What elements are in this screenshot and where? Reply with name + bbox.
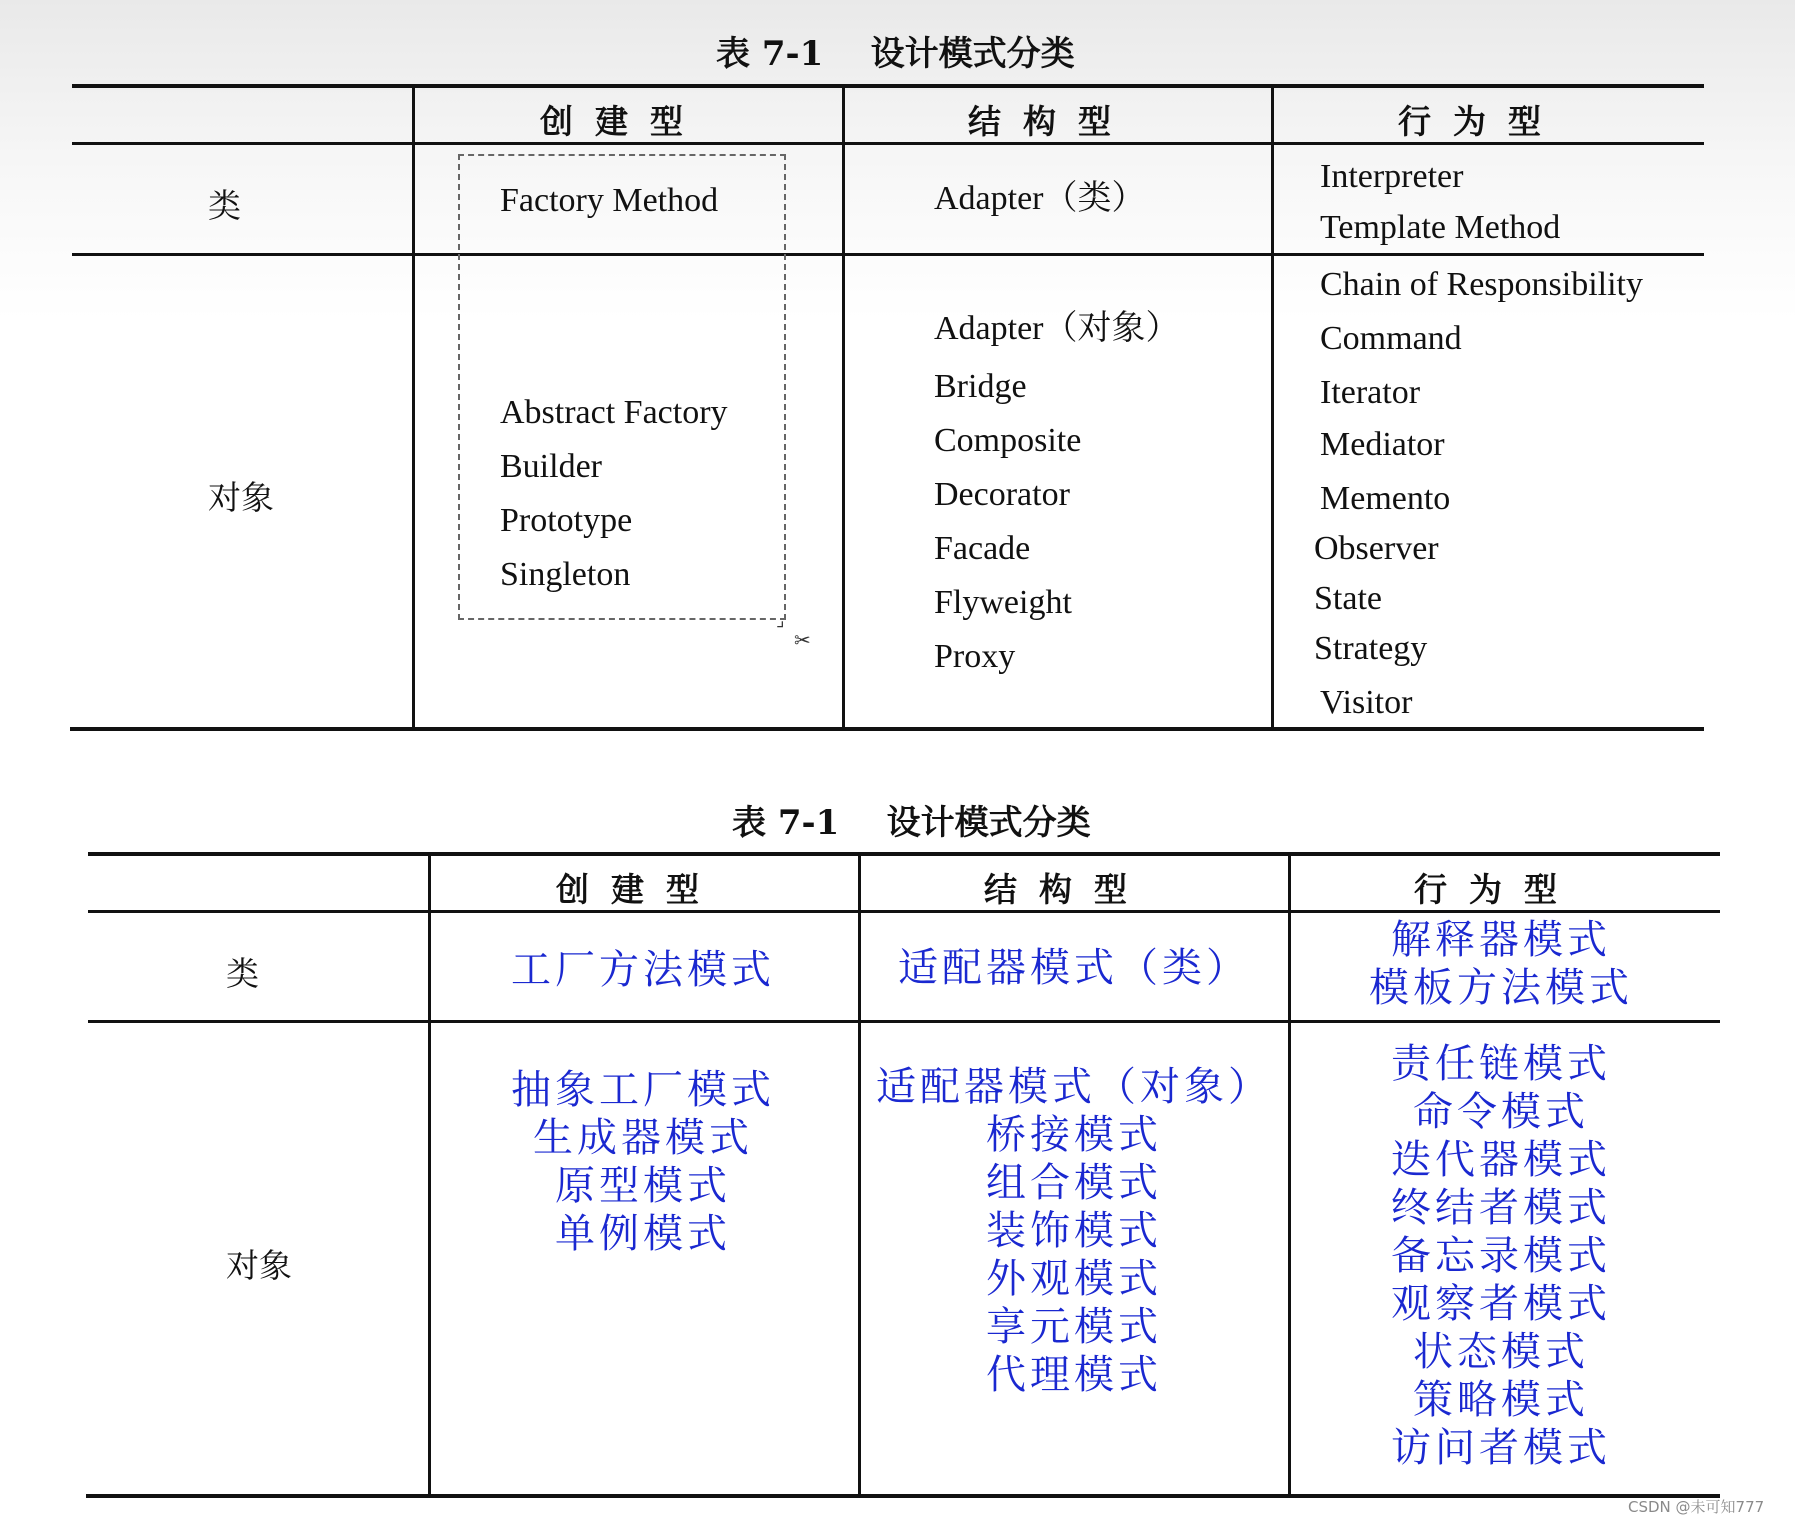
- table2-cell-mediator: 终结者模式: [1391, 1185, 1611, 1231]
- table2-cell-interpreter: 解释器模式: [1391, 917, 1611, 963]
- table2-cell-strategy: 策略模式: [1413, 1377, 1589, 1423]
- table2-header-creational: 创建型: [556, 870, 721, 909]
- table1-cell-chain-of-responsibility: Chain of Responsibility: [1320, 266, 1643, 303]
- table2-row-label-class: 类: [226, 954, 259, 993]
- table2-cell-decorator: 装饰模式: [986, 1208, 1162, 1254]
- table2-cell-facade: 外观模式: [986, 1256, 1162, 1302]
- selection-rectangle: [458, 154, 786, 620]
- table2-cell-memento: 备忘录模式: [1391, 1233, 1611, 1279]
- table2-cell-object-structural: [861, 1063, 1287, 1399]
- table2-cell-factory-method: 工厂方法模式: [511, 947, 775, 993]
- table2-cell-builder: 生成器模式: [533, 1115, 753, 1161]
- table1-cell-bridge: Bridge: [934, 368, 1027, 405]
- table1-cell-observer: Observer: [1314, 530, 1439, 567]
- table2-cell-state: 状态模式: [1413, 1329, 1589, 1375]
- table2-cell-flyweight: 享元模式: [986, 1304, 1162, 1350]
- table1-cell-memento: Memento: [1320, 480, 1451, 517]
- table2-cell-adapter-object: 适配器模式（对象）: [876, 1064, 1272, 1110]
- table2-caption: 表 7-1 设计模式分类: [732, 803, 1091, 843]
- table2-cell-template-method: 模板方法模式: [1369, 965, 1633, 1011]
- table1-cell-prototype: Prototype: [500, 502, 633, 539]
- table2-cell-class-behavioral: [1291, 916, 1711, 1012]
- table1-col-divider-1: [412, 84, 415, 730]
- table2-cell-proxy: 代理模式: [986, 1352, 1162, 1398]
- table1-cell-adapter-class: Adapter（类）: [934, 180, 1146, 217]
- table1-cell-factory-method: Factory Method: [500, 182, 719, 219]
- table1-col-divider-3: [1271, 84, 1274, 730]
- table1-cell-abstract-factory: Abstract Factory: [500, 394, 728, 431]
- table1-cell-facade: Facade: [934, 530, 1031, 567]
- table1-row-label-object: 对象: [208, 478, 274, 517]
- table2-bottom-rule: [86, 1494, 1720, 1498]
- table2-row-rule: [88, 1020, 1720, 1023]
- table1-top-rule: [72, 84, 1704, 88]
- table2-cell-bridge: 桥接模式: [986, 1112, 1162, 1158]
- table1-col-divider-2: [842, 84, 845, 730]
- table2-cell-abstract-factory: 抽象工厂模式: [511, 1067, 775, 1113]
- table1-caption: 表 7-1 设计模式分类: [716, 34, 1075, 74]
- table1-cell-adapter-object: Adapter（对象）: [934, 310, 1180, 347]
- table1-cell-iterator: Iterator: [1320, 374, 1421, 411]
- table2-cell-observer: 观察者模式: [1391, 1281, 1611, 1327]
- table1-cell-decorator: Decorator: [934, 476, 1070, 513]
- table1-row-label-class: 类: [208, 186, 241, 225]
- table2-cell-iterator: 迭代器模式: [1391, 1137, 1611, 1183]
- table1-cell-composite: Composite: [934, 422, 1082, 459]
- table2-header-structural: 结构型: [984, 870, 1149, 909]
- table2-cell-object-behavioral: [1291, 1040, 1711, 1472]
- table1-cell-mediator: Mediator: [1320, 426, 1445, 463]
- table2-cell-composite: 组合模式: [986, 1160, 1162, 1206]
- table1-bottom-rule: [70, 727, 1704, 731]
- table1-cell-flyweight: Flyweight: [934, 584, 1072, 621]
- table1-cell-strategy: Strategy: [1314, 630, 1428, 667]
- table1-cell-template-method: Template Method: [1320, 209, 1561, 246]
- table2-cell-object-creational: [430, 1066, 856, 1258]
- table1-cell-command: Command: [1320, 320, 1462, 357]
- table2-row-label-object: 对象: [226, 1246, 292, 1285]
- watermark: CSDN @未可知777: [1628, 1498, 1765, 1516]
- table1-cell-builder: Builder: [500, 448, 602, 485]
- table2-cell-command: 命令模式: [1413, 1089, 1589, 1135]
- table1-header-behavioral: 行为型: [1398, 102, 1563, 141]
- table1-cell-visitor: Visitor: [1320, 684, 1413, 721]
- table2-header-behavioral: 行为型: [1414, 870, 1579, 909]
- resize-cursor-icon: ⌟: [776, 610, 785, 631]
- table2-cell-prototype: 原型模式: [555, 1163, 731, 1209]
- table2-top-rule: [88, 852, 1720, 856]
- table1-header-structural: 结构型: [968, 102, 1133, 141]
- table1-header-creational: 创建型: [540, 102, 705, 141]
- table2-cell-singleton: 单例模式: [555, 1211, 731, 1257]
- table1-row-rule: [72, 253, 1704, 256]
- table2-cell-visitor: 访问者模式: [1391, 1425, 1611, 1471]
- table1-cell-singleton: Singleton: [500, 556, 631, 593]
- scissors-icon: ✂: [794, 628, 811, 652]
- table2-cell-adapter-class: 适配器模式（类）: [898, 945, 1250, 991]
- table1-cell-proxy: Proxy: [934, 638, 1016, 675]
- table1-cell-state: State: [1314, 580, 1382, 617]
- table1-cell-interpreter: Interpreter: [1320, 158, 1464, 195]
- table2-cell-chain-of-responsibility: 责任链模式: [1391, 1041, 1611, 1087]
